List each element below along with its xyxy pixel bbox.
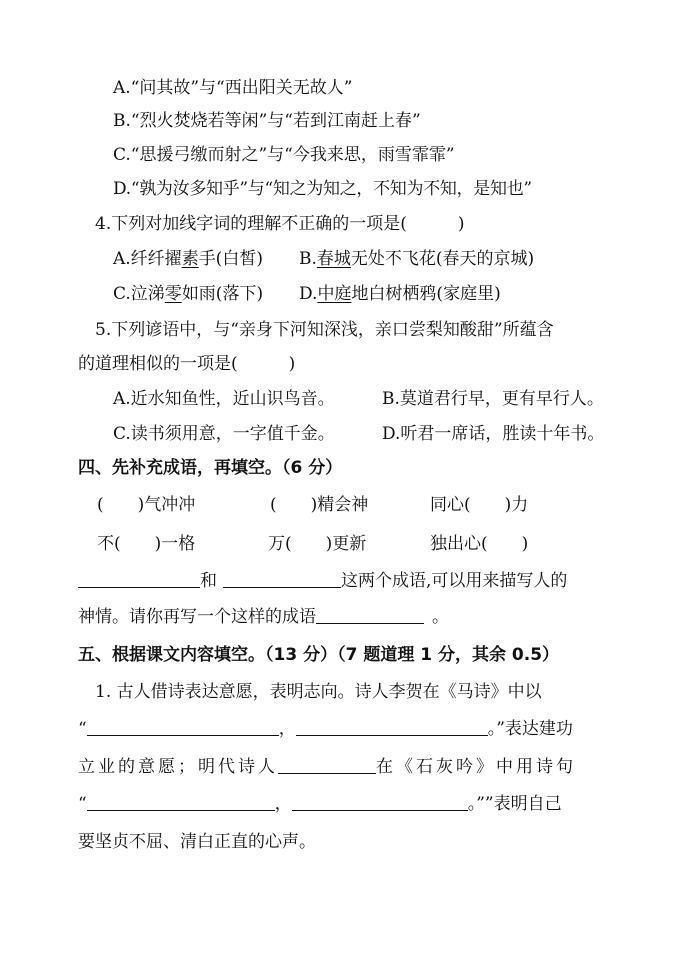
idiom-2: ( )精会神 [270,495,369,515]
q3-option-a: A.“问其故”与“西出阳关无故人” [113,78,353,98]
q4-b-post: 无处不飞花(春天的京城) [350,249,535,269]
answer-blank[interactable] [78,571,200,588]
s5-q1-line4 [78,793,562,815]
q5-stem-line2: 的道理相似的一项是( ) [78,354,296,374]
answer-blank[interactable] [223,571,341,588]
section4-fill-line2 [78,606,449,628]
q5-stem-line1: 5.下列谚语中，与“亲身下河知深浅，亲口尝梨知酸甜”所蕴含 [95,320,554,340]
q4-b-marked: 春城 [316,249,351,269]
fill-and: 和 [200,571,217,591]
q4-c-marked: 零 [164,284,182,304]
comma: ， [274,794,292,814]
q4-c-pre: C.泣涕 [113,284,165,304]
idiom-4: 不( )一格 [97,534,196,554]
q4-option-a [113,248,263,270]
q3-option-c: C.“思援弓缴而射之”与“今我来思，雨雪霏霏” [113,145,455,165]
section5-heading: 五、根据课文内容填空。（13 分）（7 题道理 1 分，其余 0.5） [78,645,560,665]
answer-blank[interactable] [278,757,376,774]
open-quote: “ [78,794,87,814]
answer-blank[interactable] [87,794,275,811]
answer-blank[interactable] [292,794,468,811]
s5-q1-line5: 要坚贞不屈、清白正直的心声。 [78,832,316,852]
answer-blank[interactable] [296,719,488,736]
answer-blank[interactable] [87,719,279,736]
q4-a-pre: A.纤纤擢 [113,249,182,269]
open-quote: “ [78,719,87,739]
q4-option-c [113,283,263,305]
q5-option-c: C.读书须用意，一字值千金。 [113,424,335,444]
q4-a-post: 手(白皙) [198,249,263,269]
q5-option-a: A.近水知鱼性，近山识鸟音。 [113,389,335,409]
q4-d-pre: D. [299,284,318,304]
q4-stem: 4.下列对加线字词的理解不正确的一项是( ) [95,214,465,234]
q3-option-b: B.“烈火焚烧若等闲”与“若到江南赶上春” [113,111,421,131]
section4-heading: 四、先补充成语，再填空。（6 分） [78,458,343,478]
line2-end: 。”表达建功 [487,719,573,739]
idiom-6: 独出心( ) [430,534,529,554]
fill2-end: 。 [432,607,449,627]
q4-d-marked: 中庭 [317,284,352,304]
fill-mid: 这两个成语,可以用来描写人的 [341,571,568,591]
s5-q1-line2 [78,718,573,740]
section4-fill-line1 [78,570,567,592]
q4-option-d [299,283,501,305]
s5-q1-line1: 1. 古人借诗表达意愿，表明志向。诗人李贺在《马诗》中以 [95,682,542,702]
idiom-5: 万( )更新 [268,534,367,554]
line3-pre: 立业的意愿；明代诗人 [78,757,278,777]
q4-b-pre: B. [299,249,317,269]
line4-end: 。””表明自己 [467,794,562,814]
q4-option-b [299,248,534,270]
q5-option-b: B.莫道君行早，更有早行人。 [382,389,604,409]
answer-blank[interactable] [316,607,424,624]
q5-option-d: D.听君一席话，胜读十年书。 [382,424,605,444]
line3-post: 在《石灰吟》中用诗句 [376,757,576,777]
fill2-text: 神情。请你再写一个这样的成语 [78,607,316,627]
q4-a-marked: 素 [181,249,199,269]
idiom-3: 同心( )力 [430,495,529,515]
q4-d-post: 地白树栖鸦(家庭里) [351,284,501,304]
q3-option-d: D.“孰为汝多知乎”与“知之为知之，不知为不知，是知也” [113,179,532,199]
comma: ， [278,719,296,739]
idiom-1: ( )气冲冲 [97,495,196,515]
q4-c-post: 如雨(落下) [181,284,264,304]
s5-q1-line3 [78,756,576,778]
